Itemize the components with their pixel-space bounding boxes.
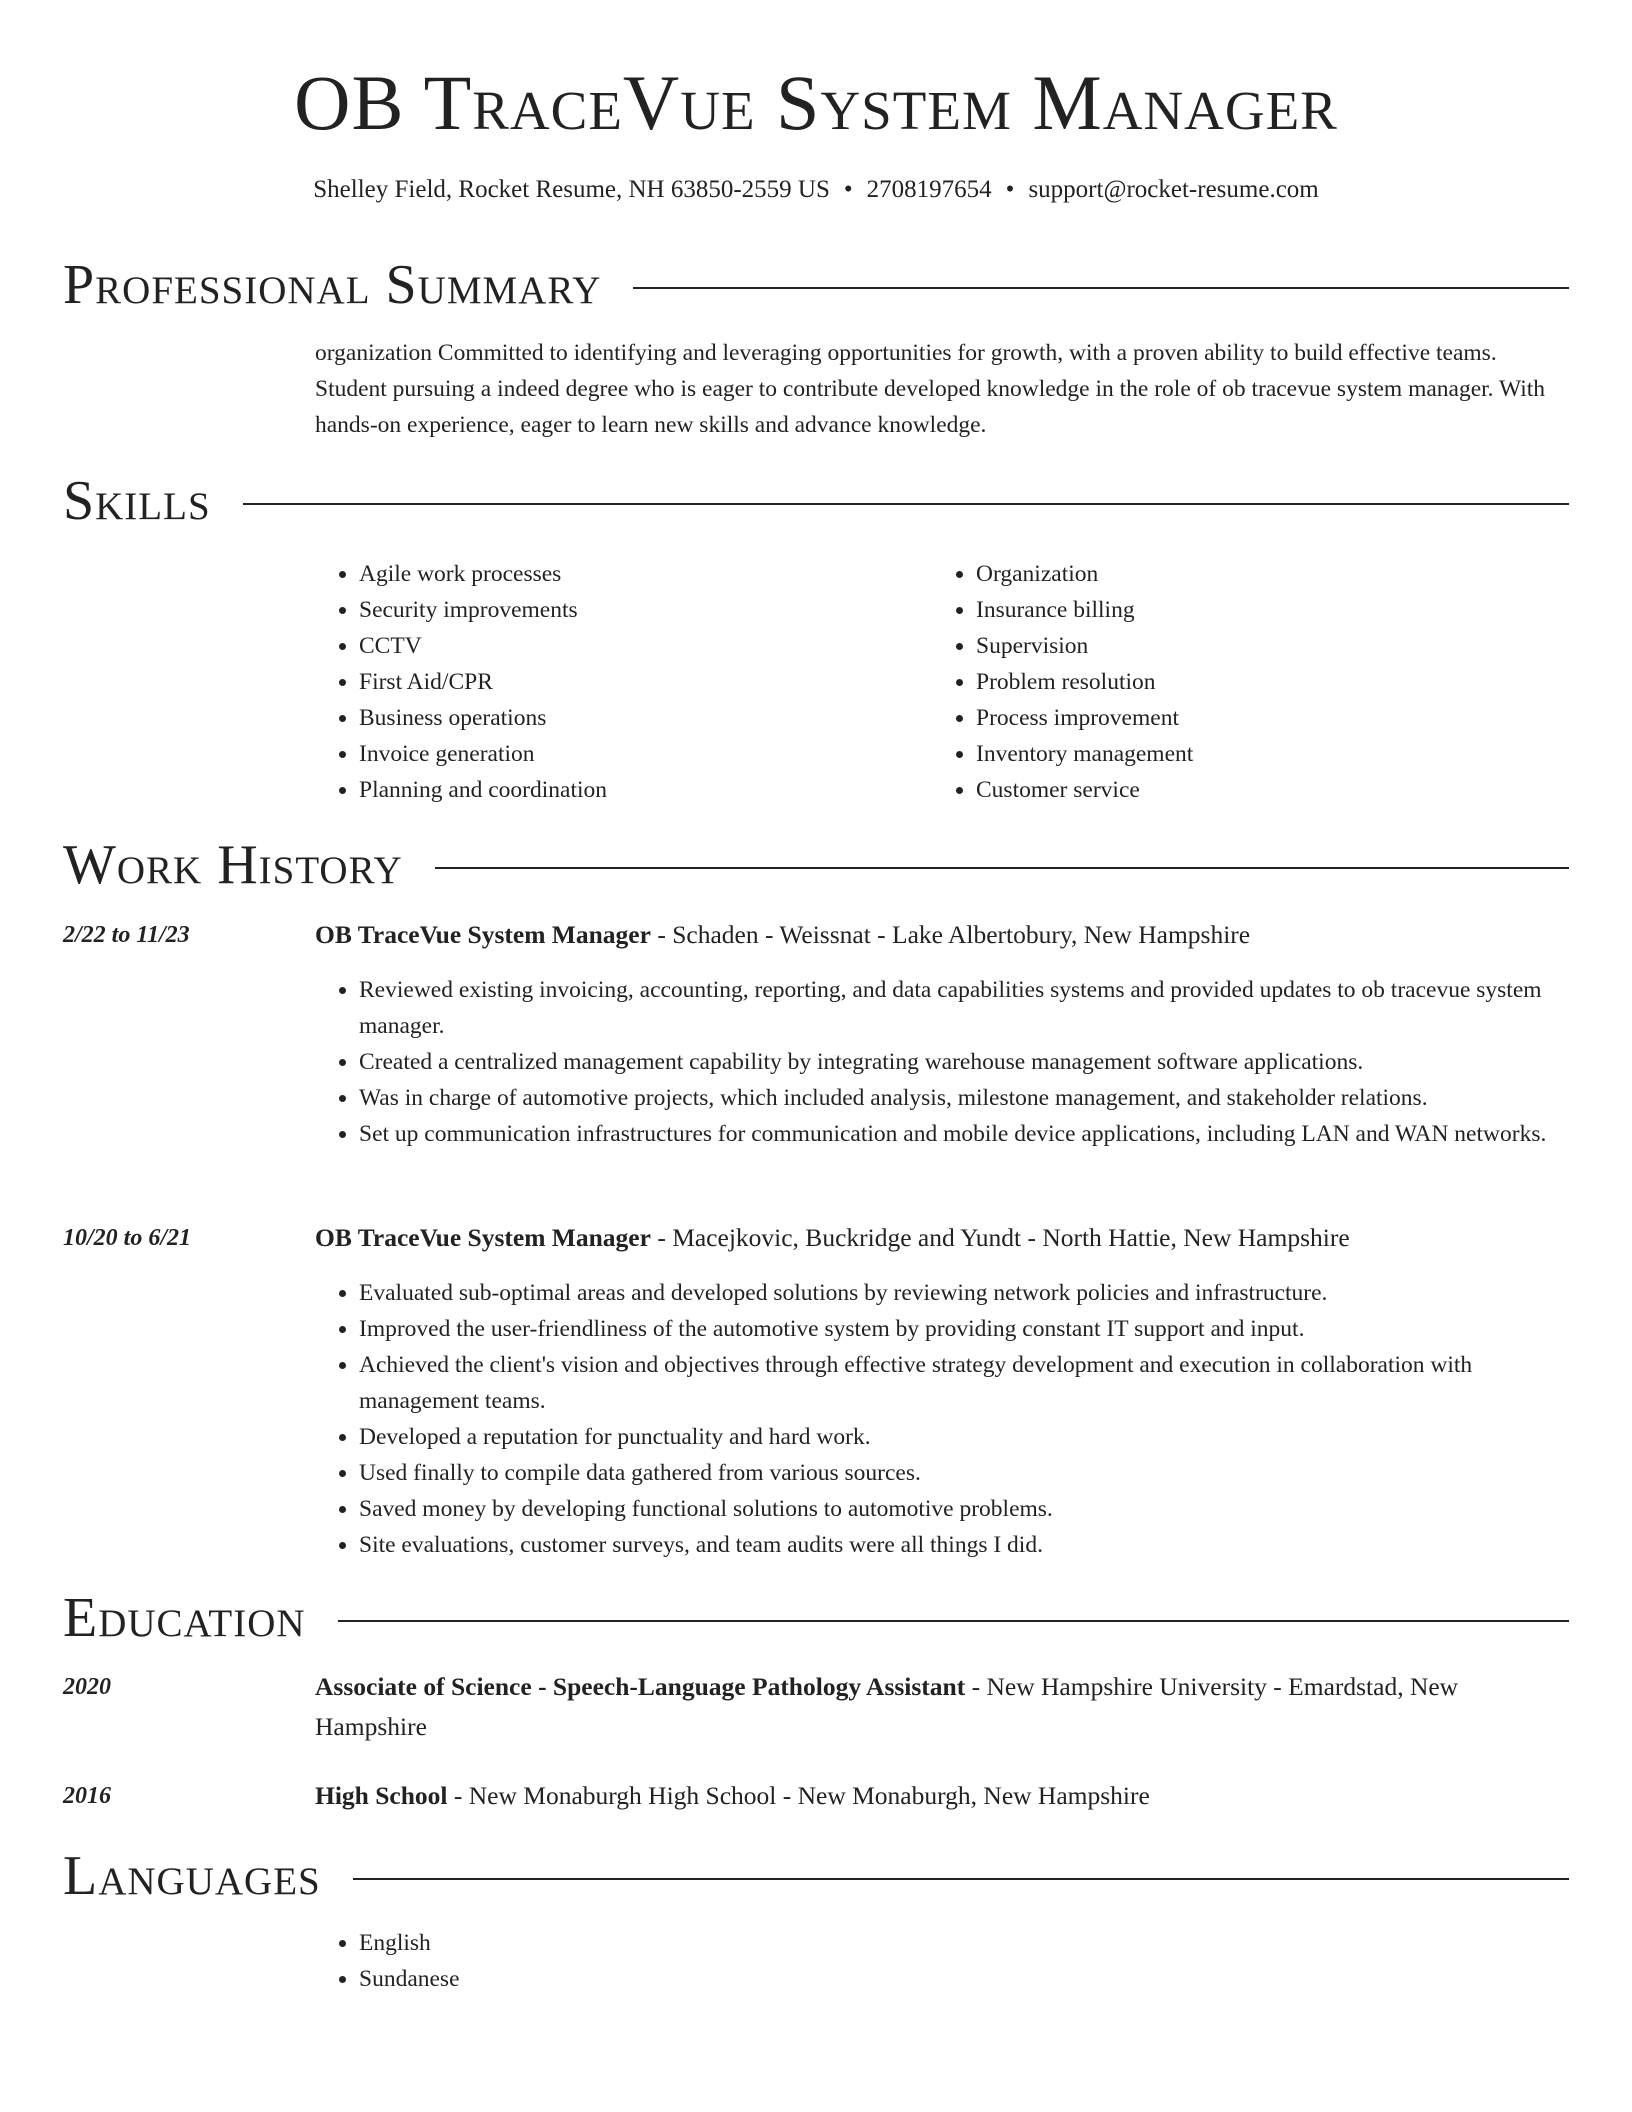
skills-column-right [932,556,1549,808]
skills-column-left [315,556,932,808]
section-title-work: Work History [63,834,403,896]
section-header-languages [63,1841,1569,1911]
skill-item: • Agile work processes [359,556,932,592]
skill-item: • Supervision [976,628,1549,664]
section-title-education: Education [63,1587,306,1649]
section-divider [353,1878,1569,1880]
education-school: - New Monaburgh High School - New Monaburgh, New Hampshire [447,1781,1150,1810]
contact-separator: • [843,176,853,203]
job-bullet: • Saved money by developing functional solutions to automotive problems. [359,1491,1569,1527]
skill-item: • Planning and coordination [359,772,932,808]
job-bullets [315,1275,1569,1563]
skill-item: • Invoice generation [359,736,932,772]
job-bullets [315,972,1569,1152]
job-employer: - Schaden - Weissnat - Lake Albertobury, New Hampshire [650,920,1251,949]
job-bullet: • Reviewed existing invoicing, accounting, reporting, and data capabilities systems and provided updates to ob tracevue system manager. [359,972,1569,1044]
section-header-education [63,1583,1569,1653]
job-bullet: • Was in charge of automotive projects, which included analysis, milestone management, and stakeholder relations. [359,1080,1569,1116]
skill-item: • Insurance billing [976,592,1549,628]
skill-item: • Process improvement [976,700,1549,736]
section-header-summary [63,250,1569,320]
job-bullet: • Improved the user-friendliness of the automotive system by providing constant IT support and input. [359,1311,1569,1347]
skill-item: • Inventory management [976,736,1549,772]
job-bullet: • Achieved the client's vision and objectives through effective strategy development and execution in collaboration with management teams. [359,1347,1569,1419]
section-divider [435,867,1569,869]
job-dates: 10/20 to 6/21 [63,1225,192,1251]
education-year: 2020 [63,1674,111,1700]
job-bullet: • Set up communication infrastructures for communication and mobile device applications, including LAN and WAN networks. [359,1116,1569,1152]
resume-title: OB TraceVue System Manager [294,59,1338,146]
job-heading [315,1218,1569,1258]
job-dates: 2/22 to 11/23 [63,922,190,948]
education-entry [315,1776,1569,1816]
contact-line [0,174,1632,206]
skill-item: • Organization [976,556,1549,592]
contact-phone: 2708197654 [866,176,992,203]
job-title: OB TraceVue System Manager [315,920,651,949]
skill-item: • Problem resolution [976,664,1549,700]
skill-item: • Customer service [976,772,1549,808]
education-school: - New Hampshire University - Emardstad, New Hampshire [315,1672,1459,1741]
skill-item: • Business operations [359,700,932,736]
section-header-work [63,830,1569,900]
skills-grid [315,556,1569,808]
education-year: 2016 [63,1783,111,1809]
education-degree: High School [315,1781,448,1810]
section-divider [338,1620,1569,1622]
job-bullet: • Created a centralized management capability by integrating warehouse management software applications. [359,1044,1569,1080]
job-title: OB TraceVue System Manager [315,1223,651,1252]
job-employer: - Macejkovic, Buckridge and Yundt - North Hattie, New Hampshire [650,1223,1350,1252]
skill-item: • Security improvements [359,592,932,628]
contact-email: support@rocket-resume.com [1028,176,1319,203]
summary-text: organization Committed to identifying and leveraging opportunities for growth, with a proven ability to build effective teams. Student pursuing a indeed degree who is eager to contribute developed knowledge in the role of ob tracevue system manager. With hands-on experience, eager to learn new skills and advance knowledge. [315,340,1546,438]
contact-address: Shelley Field, Rocket Resume, NH 63850-2559 US [313,176,830,203]
job-heading [315,915,1569,955]
section-title-languages: Languages [63,1845,321,1907]
job-bullet: • Developed a reputation for punctuality and hard work. [359,1419,1569,1455]
section-title-skills: Skills [63,470,211,532]
job-bullet: • Evaluated sub-optimal areas and developed solutions by reviewing network policies and infrastructure. [359,1275,1569,1311]
section-divider [243,503,1569,505]
section-title-summary: Professional Summary [63,254,602,316]
contact-separator: • [1005,176,1015,203]
job-bullet: • Site evaluations, customer surveys, and team audits were all things I did. [359,1527,1569,1563]
section-divider [633,287,1569,289]
section-header-skills [63,466,1569,536]
language-item: • English [359,1925,1569,1961]
skill-item: • CCTV [359,628,932,664]
language-item: • Sundanese [359,1961,1569,1997]
education-entry [315,1667,1569,1747]
languages-list [315,1925,1569,1997]
education-degree: Associate of Science - Speech-Language Pathology Assistant [315,1672,966,1701]
job-bullet: • Used finally to compile data gathered from various sources. [359,1455,1569,1491]
skill-item: • First Aid/CPR [359,664,932,700]
